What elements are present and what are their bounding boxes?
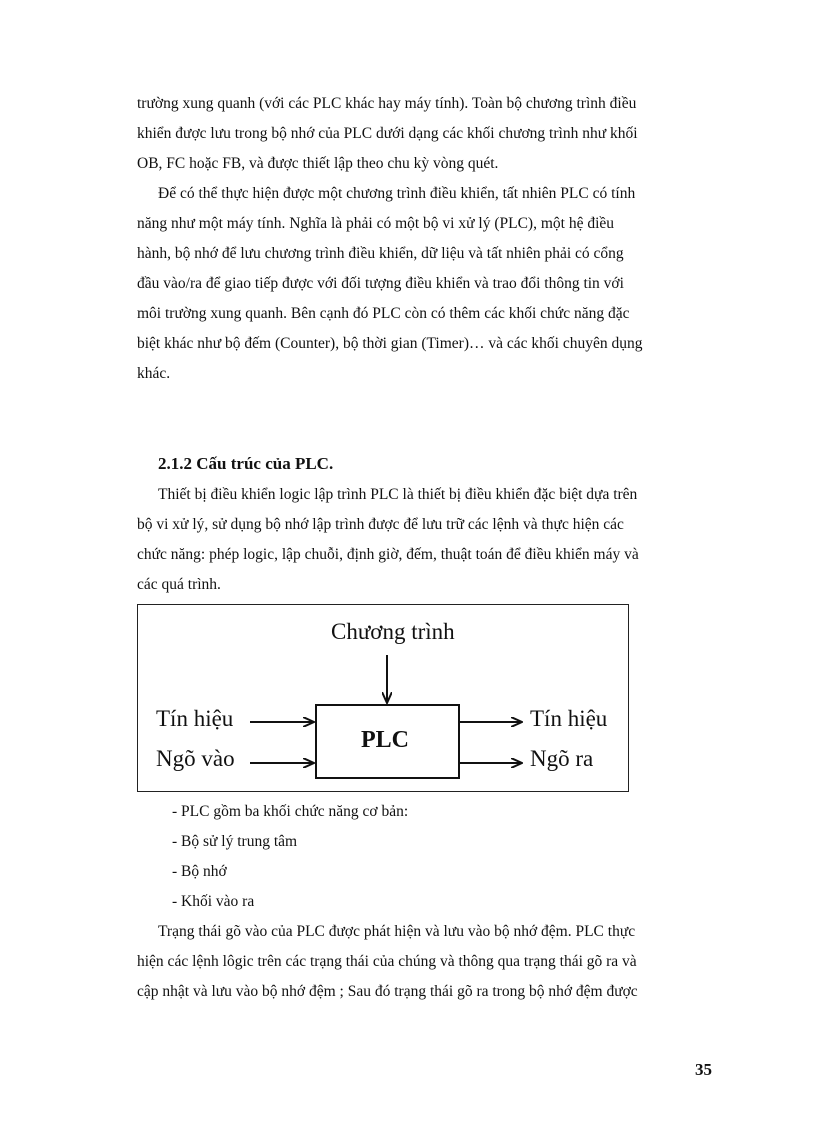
input-label-1: Tín hiệu <box>156 706 234 731</box>
section-heading: 2.1.2 Cấu trúc của PLC. <box>158 454 334 473</box>
text-line: Để có thể thực hiện được một chương trình điều khiển, tất nhiên PLC có tính <box>158 185 636 202</box>
text-line: các quá trình. <box>137 576 221 593</box>
text-line: bộ vi xử lý, sử dụng bộ nhớ lập trình được để lưu trữ các lệnh và thực hiện các <box>137 516 624 533</box>
plc-label: PLC <box>361 727 409 753</box>
text-line: biệt khác như bộ đếm (Counter), bộ thời gian (Timer)… và các khối chuyên dụng <box>137 335 643 352</box>
list-item: - Bộ nhớ <box>172 863 227 880</box>
list-item: - Bộ sử lý trung tâm <box>172 833 298 850</box>
program-label: Chương trình <box>331 619 455 644</box>
output-label-1: Tín hiệu <box>530 706 608 731</box>
text-line: hành, bộ nhớ để lưu chương trình điều khiển, dữ liệu và tất nhiên phải có cổng <box>137 245 624 262</box>
text-line: khác. <box>137 365 171 382</box>
text-line: Trạng thái gõ vào của PLC được phát hiện và lưu vào bộ nhớ đệm. PLC thực <box>158 923 636 940</box>
text-line: cập nhật và lưu vào bộ nhớ đệm ; Sau đó trạng thái gõ ra trong bộ nhớ đệm được <box>137 983 638 1000</box>
plc-block-diagram <box>137 604 629 792</box>
text-line: khiển được lưu trong bộ nhớ của PLC dưới dạng các khối chương trình như khối <box>137 125 638 142</box>
text-line: đầu vào/ra để giao tiếp được với đối tượng điều khiển và trao đổi thông tin với <box>137 275 624 292</box>
output-label-2: Ngõ ra <box>530 746 594 771</box>
text-line: trường xung quanh (với các PLC khác hay máy tính). Toàn bộ chương trình điều <box>137 95 637 112</box>
text-line: chức năng: phép logic, lập chuỗi, định giờ, đếm, thuật toán để điều khiển máy và <box>137 546 639 563</box>
input-label-2: Ngõ vào <box>156 746 235 771</box>
page-number: 35 <box>695 1060 712 1079</box>
text-line: Thiết bị điều khiển logic lập trình PLC là thiết bị điều khiển đặc biệt dựa trên <box>158 486 638 503</box>
list-item: - PLC gồm ba khối chức năng cơ bản: <box>172 803 409 820</box>
text-line: hiện các lệnh lôgic trên các trạng thái của chúng và thông qua trạng thái gõ ra và <box>137 953 637 970</box>
text-line: OB, FC hoặc FB, và được thiết lập theo chu kỳ vòng quét. <box>137 155 499 172</box>
text-line: môi trường xung quanh. Bên cạnh đó PLC còn có thêm các khối chức năng đặc <box>137 305 630 322</box>
list-item: - Khối vào ra <box>172 893 255 910</box>
text-line: năng như một máy tính. Nghĩa là phải có một bộ vi xử lý (PLC), một hệ điều <box>137 215 615 232</box>
